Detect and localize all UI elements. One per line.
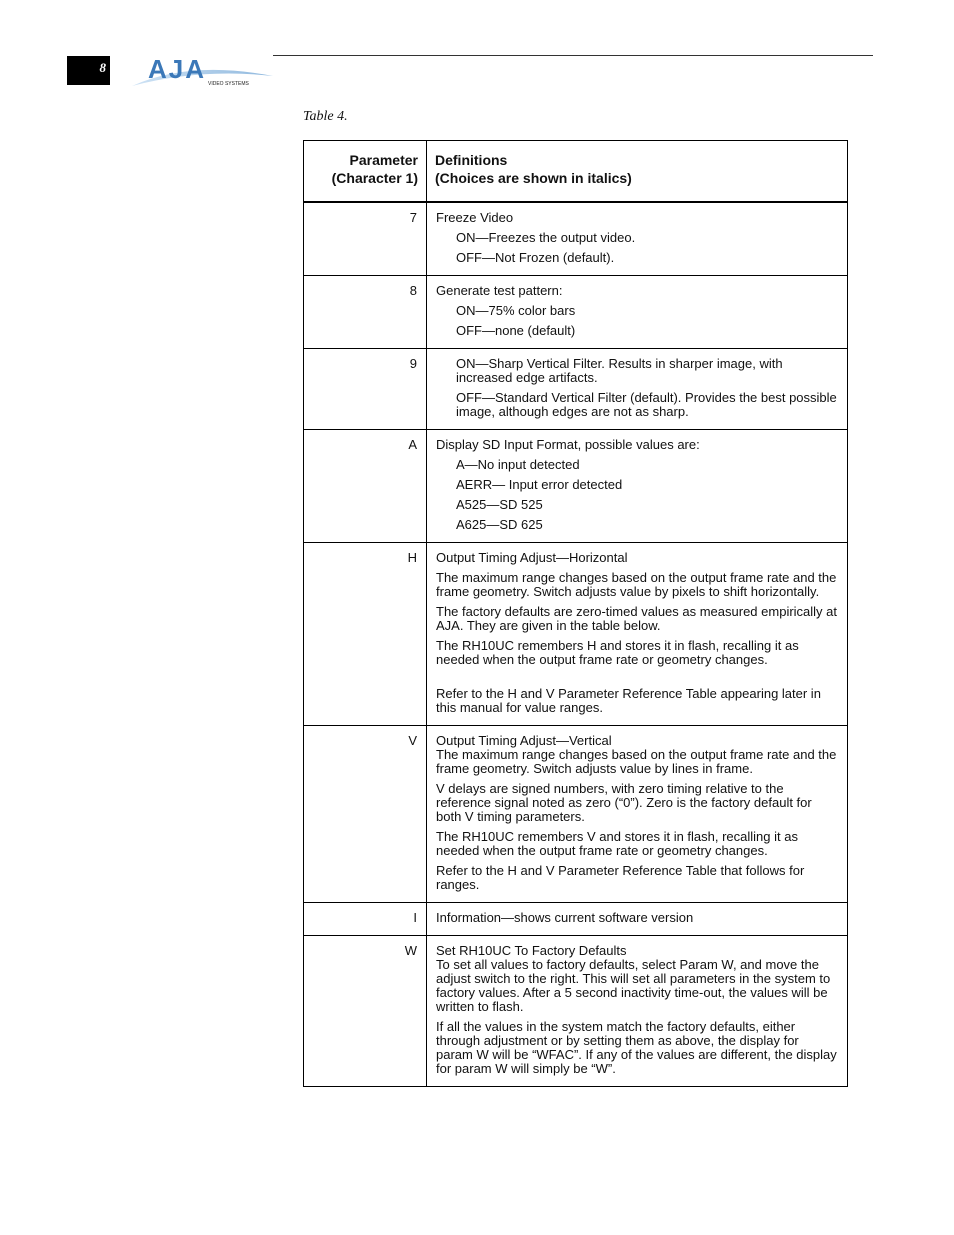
table-row [304, 349, 848, 430]
definition-line: V delays are signed numbers, with zero timing relative to the reference signal noted as zero (“0”). Zero is the factory default for both V timing parameters. [436, 781, 812, 824]
header-def-line1: Definitions [435, 152, 508, 168]
table-row [304, 430, 848, 543]
param-key: V [304, 726, 427, 903]
definition-choice: ON—75% color bars [456, 303, 576, 318]
definition-line: The RH10UC remembers H and stores it in flash, recalling it as needed when the output frame rate or geometry changes. [436, 638, 799, 667]
param-definition [427, 726, 848, 903]
aja-logo [130, 54, 275, 88]
definition-choice: OFF—none (default) [456, 323, 576, 338]
param-definition [427, 543, 848, 726]
param-definition [427, 202, 848, 276]
definition-line: The RH10UC remembers V and stores it in flash, recalling it as needed when the output frame rate or geometry changes. [436, 829, 798, 858]
definition-line: The maximum range changes based on the output frame rate and the frame geometry. Switch adjusts value by lines in frame. [436, 747, 837, 776]
table-row [304, 903, 848, 936]
definition-choice: A625—SD 625 [456, 517, 543, 532]
param-key: H [304, 543, 427, 726]
table-row [304, 936, 848, 1087]
definition-line: Output Timing Adjust—Horizontal [436, 550, 628, 565]
definition-choice: OFF—Not Frozen (default). [456, 250, 615, 265]
header-param-line1: Parameter [349, 152, 418, 168]
definition-line: If all the values in the system match the factory defaults, either through adjustment or by setting them as above, the display for param W will be “WFAC”. If any of the values are different, the display for param W will simply be “W”. [436, 1019, 837, 1076]
definition-line: To set all values to factory defaults, select Param W, and move the adjust switch to the right. This will set all parameters in the system to factory values. After a 5 second inactivity time-out, the values will be written to flash. [436, 957, 831, 1014]
definition-line: Generate test pattern: [436, 283, 563, 298]
param-key: 7 [304, 202, 427, 276]
param-key: A [304, 430, 427, 543]
header-parameter [304, 141, 427, 203]
definition-choice: ON—Sharp Vertical Filter. Results in sharper image, with increased edge artifacts. [456, 356, 783, 385]
definition-line: Refer to the H and V Parameter Reference Table that follows for ranges. [436, 863, 805, 892]
param-definition [427, 430, 848, 543]
definition-line: Output Timing Adjust—Vertical [436, 733, 612, 748]
table-row [304, 543, 848, 726]
definition-line: The maximum range changes based on the output frame rate and the frame geometry. Switch adjusts value by pixels to shift horizontally. [436, 570, 837, 599]
definition-line: Set RH10UC To Factory Defaults [436, 943, 627, 958]
definition-line: Display SD Input Format, possible values are: [436, 437, 700, 452]
table-row [304, 202, 848, 276]
definition-line: Refer to the H and V Parameter Reference Table appearing later in this manual for value ranges. [436, 686, 821, 715]
definition-line: Freeze Video [436, 210, 514, 225]
param-definition [427, 936, 848, 1087]
header-rule [273, 55, 873, 56]
header-param-line2: (Character 1) [331, 170, 418, 186]
table-caption: Table 4. [303, 109, 348, 124]
param-key: I [304, 903, 427, 936]
param-definition [427, 903, 848, 936]
logo-text: AJA [148, 54, 207, 84]
parameter-table [303, 140, 848, 1087]
table-row [304, 276, 848, 349]
page-number: 8 [67, 56, 110, 85]
header-definitions [427, 141, 848, 203]
definition-choice: OFF—Standard Vertical Filter (default). Provides the best possible image, although edges are not as sharp. [456, 390, 837, 419]
definition-line: Information—shows current software version [436, 910, 694, 925]
param-definition [427, 349, 848, 430]
param-key: 8 [304, 276, 427, 349]
header-def-line2: (Choices are shown in italics) [435, 170, 632, 186]
definition-line: The factory defaults are zero-timed values as measured empirically at AJA. They are given in the table below. [436, 604, 838, 633]
table-row [304, 726, 848, 903]
param-key: 9 [304, 349, 427, 430]
param-definition [427, 276, 848, 349]
definition-choice: AERR— Input error detected [456, 477, 623, 492]
table-header-row [304, 141, 848, 203]
definition-choice: A—No input detected [456, 457, 580, 472]
param-key: W [304, 936, 427, 1087]
logo-subtext: VIDEO SYSTEMS [208, 81, 249, 87]
definition-choice: A525—SD 525 [456, 497, 543, 512]
definition-choice: ON—Freezes the output video. [456, 230, 636, 245]
